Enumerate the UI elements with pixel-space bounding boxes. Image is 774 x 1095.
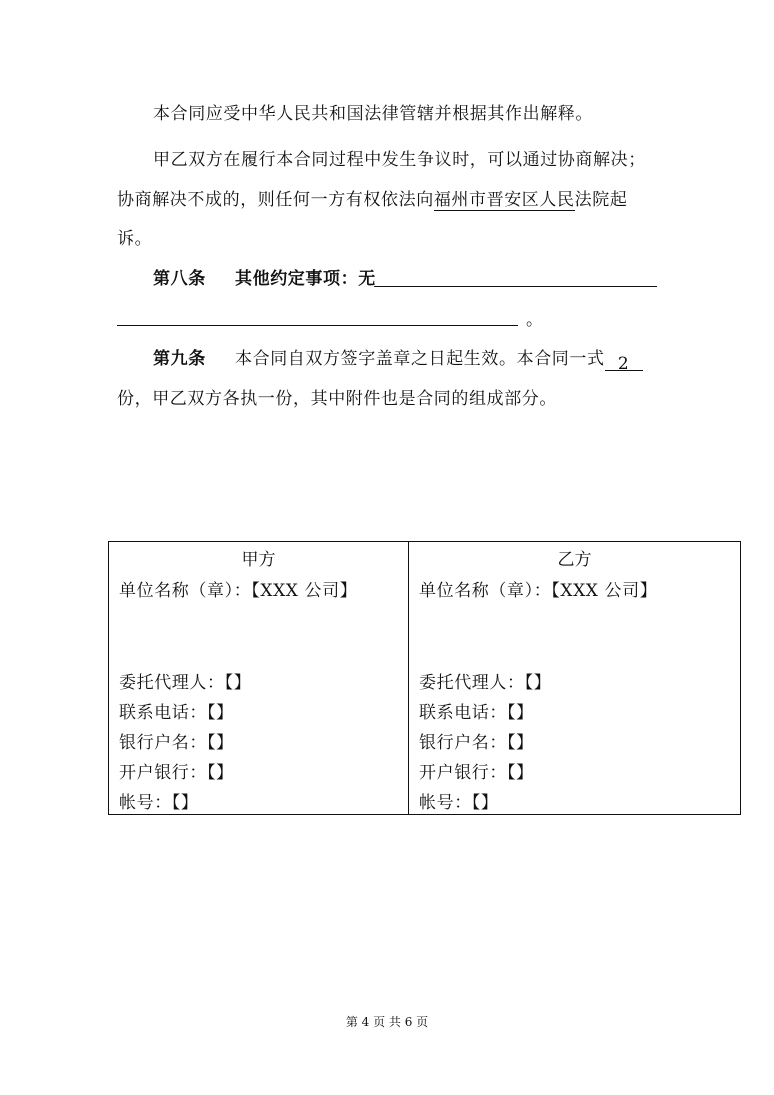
- party-a-account-name: 银行户名：【】: [119, 733, 234, 753]
- party-a-cell: [109, 542, 409, 815]
- article-9-label: 第九条: [153, 349, 206, 369]
- party-a-bank: 开户银行：【】: [119, 763, 234, 783]
- article-8-end-mark: 。: [526, 310, 544, 330]
- party-a-account-no: 帐号：【】: [119, 793, 199, 813]
- article-9-line-2: 份，甲乙双方各执一份，其中附件也是合同的组成部分。: [117, 389, 557, 409]
- dispute-paragraph-line-3: 诉。: [117, 229, 153, 249]
- article-8-label: 第八条: [153, 269, 206, 289]
- dispute-paragraph-line-1: 甲乙双方在履行本合同过程中发生争议时，可以通过协商解决；: [153, 150, 646, 170]
- article-8-blank-line-2: [117, 325, 518, 326]
- party-b-account-no: 帐号：【】: [419, 793, 499, 813]
- governing-law-paragraph: 本合同应受中华人民共和国法律管辖并根据其作出解释。: [153, 104, 593, 124]
- party-b-company: 单位名称（章）：【XXX 公司】: [419, 581, 658, 601]
- party-a-company: 单位名称（章）：【XXX 公司】: [119, 581, 358, 601]
- article-8-text: 其他约定事项：无: [235, 269, 376, 289]
- article-9-text: [235, 347, 643, 374]
- dispute-text-b: 法院起: [574, 190, 628, 210]
- party-b-title: 乙方: [557, 550, 592, 570]
- party-b-cell: [409, 542, 741, 815]
- article-9-text-a: 本合同自双方签字盖章之日起生效。本合同一式: [235, 349, 605, 369]
- copies-count: 2: [605, 352, 643, 371]
- dispute-paragraph-line-2: [117, 188, 627, 212]
- dispute-text-a: 协商解决不成的，则任何一方有权依法向: [117, 190, 434, 210]
- party-b-agent: 委托代理人：【】: [419, 673, 552, 693]
- party-b-bank: 开户银行：【】: [419, 763, 534, 783]
- party-a-phone: 联系电话：【】: [119, 703, 234, 723]
- court-name: 福州市晋安区人民: [433, 190, 575, 210]
- article-8-blank-line-1: [374, 286, 657, 287]
- party-a-title: 甲方: [241, 550, 276, 570]
- signature-table: [108, 541, 741, 815]
- party-a-agent: 委托代理人：【】: [119, 673, 252, 693]
- party-b-account-name: 银行户名：【】: [419, 733, 534, 753]
- page-number-footer: 第 4 页 共 6 页: [345, 1015, 429, 1029]
- party-b-phone: 联系电话：【】: [419, 703, 534, 723]
